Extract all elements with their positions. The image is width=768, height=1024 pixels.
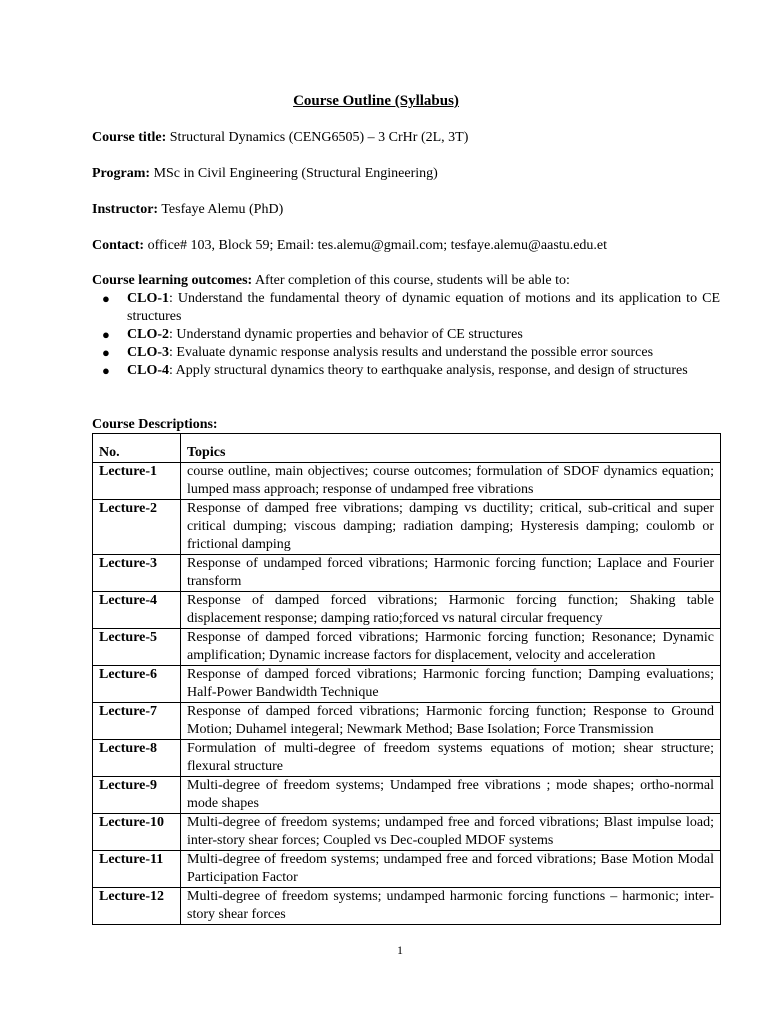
lecture-number: Lecture-8 [93, 740, 181, 777]
bullet-icon: ● [102, 327, 110, 342]
table-row [93, 740, 721, 777]
lecture-topics-table [92, 433, 721, 925]
lecture-number: Lecture-3 [93, 555, 181, 592]
lecture-number: Lecture-9 [93, 777, 181, 814]
clo-item [92, 326, 720, 344]
clo-item [92, 362, 720, 380]
table-row [93, 629, 721, 666]
outcomes-label: Course learning outcomes: [92, 273, 253, 288]
lecture-number: Lecture-11 [93, 851, 181, 888]
clo-code: CLO-2 [127, 327, 169, 342]
lecture-number: Lecture-12 [93, 888, 181, 925]
lecture-topic: Multi-degree of freedom systems; undamped harmonic forcing functions – harmonic; inter-story shear forces [181, 888, 721, 925]
lecture-topic: Response of damped forced vibrations; Harmonic forcing function; Damping evaluations; Half-Power Bandwidth Technique [181, 666, 721, 703]
lecture-topic: Response of damped forced vibrations; Harmonic forcing function; Resonance; Dynamic amplification; Dynamic increase factors for displacement, velocity and acceleration [181, 629, 721, 666]
clo-code: CLO-4 [127, 363, 169, 378]
clo-code: CLO-1 [127, 291, 169, 306]
lecture-topic: Formulation of multi-degree of freedom systems equations of motion; shear structure; flexural structure [181, 740, 721, 777]
header-no: No. [93, 434, 181, 463]
program-label: Program: [92, 166, 151, 181]
table-row [93, 851, 721, 888]
lecture-topic: Multi-degree of freedom systems; Undamped free vibrations ; mode shapes; ortho-normal mode shapes [181, 777, 721, 814]
clo-text: : Understand dynamic properties and behavior of CE structures [169, 327, 523, 342]
bullet-icon: ● [102, 345, 110, 360]
lecture-number: Lecture-7 [93, 703, 181, 740]
lecture-number: Lecture-1 [93, 463, 181, 500]
lecture-topic: Response of undamped forced vibrations; Harmonic forcing function; Laplace and Fourier transform [181, 555, 721, 592]
bullet-icon: ● [102, 363, 110, 378]
lecture-number: Lecture-2 [93, 500, 181, 555]
lecture-number: Lecture-4 [93, 592, 181, 629]
lecture-topic: course outline, main objectives; course outcomes; formulation of SDOF dynamics equation; lumped mass approach; response of undamped free vibrations [181, 463, 721, 500]
table-row [93, 814, 721, 851]
outcomes-line [92, 272, 720, 290]
contact-value: office# 103, Block 59; Email: tes.alemu@gmail.com; tesfaye.alemu@aastu.edu.et [147, 238, 608, 253]
course-title-value: Structural Dynamics (CENG6505) – 3 CrHr (2L, 3T) [169, 130, 469, 145]
outcomes-value: After completion of this course, students will be able to: [254, 273, 570, 288]
instructor-label: Instructor: [92, 202, 159, 217]
document-page [92, 0, 720, 1024]
page-title: Course Outline (Syllabus) [293, 93, 459, 109]
table-row [93, 888, 721, 925]
program-line [92, 165, 720, 183]
table-header-row [93, 434, 721, 463]
table-row [93, 592, 721, 629]
table-row [93, 777, 721, 814]
course-title-label: Course title: [92, 130, 167, 145]
clo-code: CLO-3 [127, 345, 169, 360]
contact-line [92, 237, 720, 255]
lecture-topic: Response of damped free vibrations; damping vs ductility; critical, sub-critical and super critical dumping; viscous damping; radiation damping; Hysteresis damping; coulomb or frictional damping [181, 500, 721, 555]
header-topics: Topics [181, 434, 721, 463]
lecture-topic: Multi-degree of freedom systems; undamped free and forced vibrations; Base Motion Modal Participation Factor [181, 851, 721, 888]
lecture-number: Lecture-5 [93, 629, 181, 666]
lecture-number: Lecture-6 [93, 666, 181, 703]
instructor-line [92, 201, 720, 219]
table-row [93, 463, 721, 500]
table-row [93, 555, 721, 592]
lecture-topic: Multi-degree of freedom systems; undamped free and forced vibrations; Blast impulse load; inter-story shear forces; Coupled vs Dec-coupled MDOF systems [181, 814, 721, 851]
instructor-value: Tesfaye Alemu (PhD) [161, 202, 284, 217]
clo-text: : Evaluate dynamic response analysis results and understand the possible error sources [169, 345, 654, 360]
course-descriptions-heading: Course Descriptions: [92, 417, 218, 432]
program-value: MSc in Civil Engineering (Structural Engineering) [153, 166, 438, 181]
clo-item [92, 290, 720, 326]
clo-list [92, 290, 720, 380]
clo-text: : Understand the fundamental theory of dynamic equation of motions and its application to CE structures [127, 291, 720, 324]
page-number: 1 [397, 943, 403, 957]
clo-text: : Apply structural dynamics theory to earthquake analysis, response, and design of structures [169, 363, 688, 378]
table-row [93, 703, 721, 740]
clo-item [92, 344, 720, 362]
lecture-number: Lecture-10 [93, 814, 181, 851]
contact-label: Contact: [92, 238, 145, 253]
bullet-icon: ● [102, 291, 110, 306]
lecture-topic: Response of damped forced vibrations; Harmonic forcing function; Shaking table displacement response; damping ratio;forced vs natural circular frequency [181, 592, 721, 629]
lecture-topic: Response of damped forced vibrations; Harmonic forcing function; Response to Ground Motion; Duhamel integeral; Newmark Method; Base Isolation; Force Transmission [181, 703, 721, 740]
table-row [93, 500, 721, 555]
course-title-line [92, 129, 720, 147]
table-row [93, 666, 721, 703]
